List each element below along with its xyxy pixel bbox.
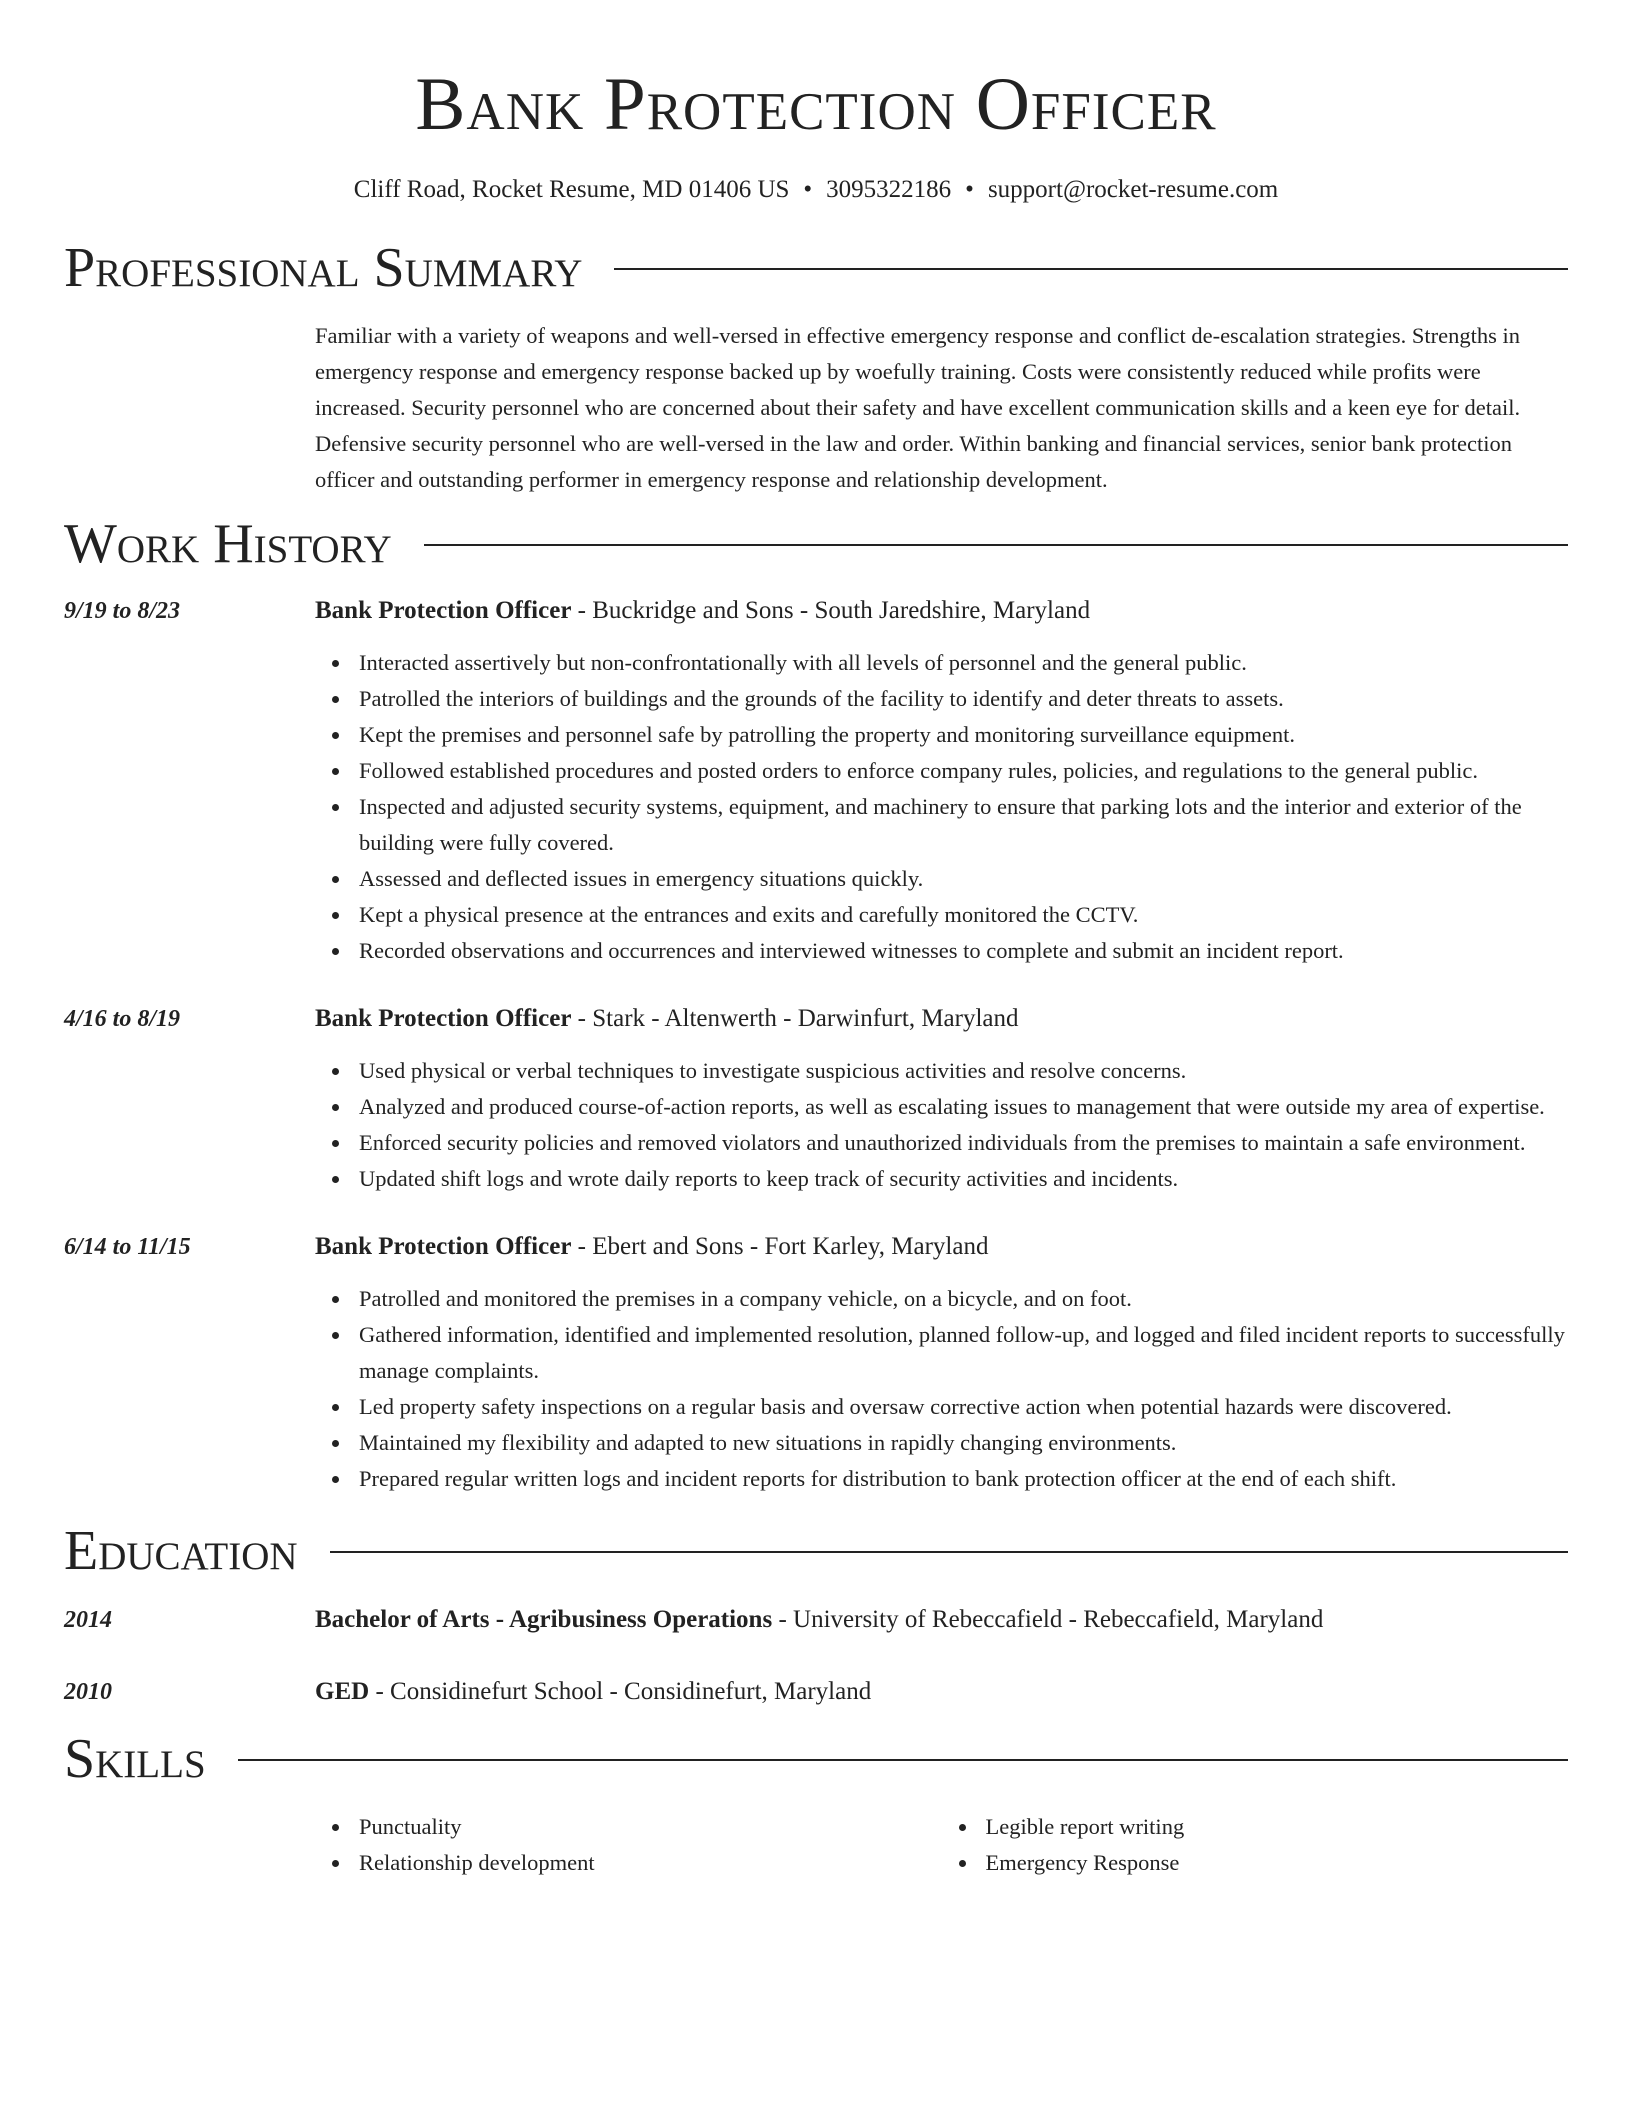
education-degree: Bachelor of Arts - Agribusiness Operations bbox=[315, 1606, 773, 1633]
list-item: Maintained my flexibility and adapted to new situations in rapidly changing environments. bbox=[359, 1425, 1568, 1461]
section-title-work: Work History bbox=[64, 513, 392, 575]
section-title-education: Education bbox=[64, 1520, 298, 1582]
job-heading bbox=[315, 1230, 1568, 1264]
skills-list bbox=[64, 1809, 1568, 1881]
list-item: Analyzed and produced course-of-action reports, as well as escalating issues to management that were outside my area of expertise. bbox=[359, 1089, 1568, 1125]
list-item: Legible report writing bbox=[986, 1809, 1569, 1845]
job-bullets bbox=[315, 1053, 1568, 1197]
education-heading bbox=[315, 1603, 1568, 1637]
education-year: 2010 bbox=[64, 1679, 112, 1705]
section-summary-header bbox=[64, 236, 1568, 300]
section-divider bbox=[614, 268, 1568, 270]
list-item: Punctuality bbox=[359, 1809, 942, 1845]
contact-phone: 3095322186 bbox=[826, 176, 952, 203]
education-details: - Considinefurt School - Considinefurt, Maryland bbox=[369, 1678, 872, 1705]
job-entry bbox=[64, 1230, 1568, 1497]
list-item: Patrolled and monitored the premises in a company vehicle, on a bicycle, and on foot. bbox=[359, 1281, 1568, 1317]
job-entry bbox=[64, 1002, 1568, 1197]
list-item: Kept the premises and personnel safe by patrolling the property and monitoring surveillance equipment. bbox=[359, 717, 1568, 753]
skills-column-left bbox=[315, 1809, 942, 1881]
contact-email: support@rocket-resume.com bbox=[987, 176, 1279, 203]
summary-text: Familiar with a variety of weapons and well-versed in effective emergency response and conflict de-escalation strategies. Strengths in emergency response and emergency response backed up by woefully training. Costs were consistently reduced while profits were increased. Security personnel who are concerned about their safety and have excellent communication skills and a keen eye for detail. Defensive security personnel who are well-versed in the law and order. Within banking and financial services, senior bank protection officer and outstanding performer in emergency response and relationship development. bbox=[315, 323, 1521, 492]
contact-separator: • bbox=[965, 176, 974, 203]
education-degree: GED bbox=[315, 1678, 370, 1705]
job-heading bbox=[315, 594, 1568, 628]
job-dates: 4/16 to 8/19 bbox=[64, 1006, 181, 1032]
list-item: Followed established procedures and posted orders to enforce company rules, policies, and regulations to the general public. bbox=[359, 753, 1568, 789]
job-bullets bbox=[315, 1281, 1568, 1497]
list-item: Emergency Response bbox=[986, 1845, 1569, 1881]
list-item: Relationship development bbox=[359, 1845, 942, 1881]
list-item: Patrolled the interiors of buildings and the grounds of the facility to identify and deter threats to assets. bbox=[359, 681, 1568, 717]
job-details: - Ebert and Sons - Fort Karley, Maryland bbox=[571, 1233, 989, 1260]
section-divider bbox=[330, 1551, 1568, 1553]
list-item: Gathered information, identified and implemented resolution, planned follow-up, and logged and filed incident reports to successfully manage complaints. bbox=[359, 1317, 1568, 1389]
job-details: - Buckridge and Sons - South Jaredshire, Maryland bbox=[571, 597, 1091, 624]
education-year: 2014 bbox=[64, 1607, 112, 1633]
list-item: Used physical or verbal techniques to investigate suspicious activities and resolve concerns. bbox=[359, 1053, 1568, 1089]
job-dates: 6/14 to 11/15 bbox=[64, 1234, 191, 1260]
education-entry bbox=[64, 1675, 1568, 1709]
section-divider bbox=[238, 1759, 1568, 1761]
list-item: Enforced security policies and removed violators and unauthorized individuals from the premises to maintain a safe environment. bbox=[359, 1125, 1568, 1161]
job-title: Bank Protection Officer bbox=[315, 1233, 572, 1260]
list-item: Kept a physical presence at the entrances and exits and carefully monitored the CCTV. bbox=[359, 897, 1568, 933]
job-title: Bank Protection Officer bbox=[315, 597, 572, 624]
contact-line bbox=[64, 174, 1568, 206]
job-heading bbox=[315, 1002, 1568, 1036]
list-item: Led property safety inspections on a regular basis and oversaw corrective action when potential hazards were discovered. bbox=[359, 1389, 1568, 1425]
resume-name: Bank Protection Officer bbox=[415, 63, 1217, 146]
list-item: Inspected and adjusted security systems, equipment, and machinery to ensure that parking lots and the interior and exterior of the building were fully covered. bbox=[359, 789, 1568, 861]
job-details: - Stark - Altenwerth - Darwinfurt, Maryland bbox=[571, 1005, 1019, 1032]
list-item: Recorded observations and occurrences and interviewed witnesses to complete and submit an incident report. bbox=[359, 933, 1568, 969]
job-bullets bbox=[315, 645, 1568, 969]
list-item: Interacted assertively but non-confrontationally with all levels of personnel and the general public. bbox=[359, 645, 1568, 681]
job-entry bbox=[64, 594, 1568, 969]
education-heading bbox=[315, 1675, 1568, 1709]
contact-address: Cliff Road, Rocket Resume, MD 01406 US bbox=[353, 176, 790, 203]
section-work-header bbox=[64, 512, 1568, 576]
job-dates: 9/19 to 8/23 bbox=[64, 598, 181, 624]
job-title: Bank Protection Officer bbox=[315, 1005, 572, 1032]
education-details: - University of Rebeccafield - Rebeccafield, Maryland bbox=[772, 1606, 1324, 1633]
list-item: Assessed and deflected issues in emergency situations quickly. bbox=[359, 861, 1568, 897]
section-title-skills: Skills bbox=[64, 1728, 206, 1790]
list-item: Prepared regular written logs and incident reports for distribution to bank protection officer at the end of each shift. bbox=[359, 1461, 1568, 1497]
list-item: Updated shift logs and wrote daily reports to keep track of security activities and incidents. bbox=[359, 1161, 1568, 1197]
section-title-summary: Professional Summary bbox=[64, 237, 583, 299]
contact-separator: • bbox=[803, 176, 813, 203]
section-skills-header bbox=[64, 1727, 1568, 1791]
section-education-header bbox=[64, 1519, 1568, 1583]
skills-column-right bbox=[942, 1809, 1569, 1881]
education-entry bbox=[64, 1603, 1568, 1637]
section-divider bbox=[424, 544, 1568, 546]
